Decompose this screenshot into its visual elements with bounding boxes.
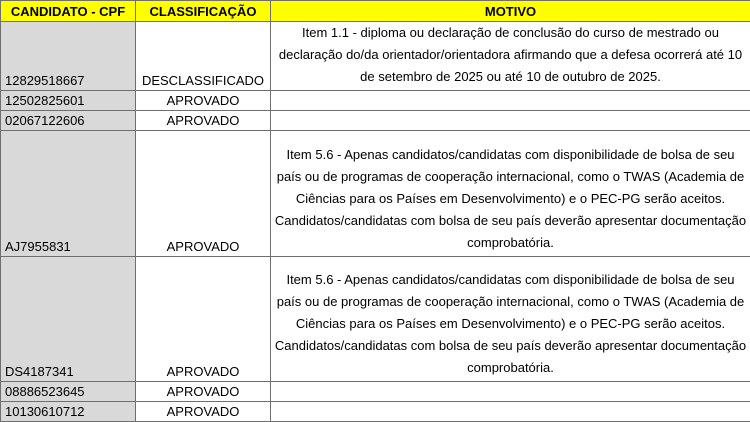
cpf-cell: 12829518667 [1,22,136,91]
classificacao-cell: APROVADO [136,91,271,111]
header-motivo: MOTIVO [271,1,750,22]
table-row [1,401,750,421]
table-row [1,91,750,111]
table-row [1,256,750,381]
header-row [1,1,750,22]
cpf-cell: 12502825601 [1,91,136,111]
table-row [1,111,750,131]
table-row [1,22,750,91]
classificacao-cell: APROVADO [136,401,271,421]
motivo-cell: Item 5.6 - Apenas candidatos/candidatas com disponibilidade de bolsa de seu país ou de programas de cooperação internacional, como o TWAS (Academia de Ciências para os Países em Desenvolvimento) e o PEC-PG serão aceitos. Candidatos/candidatas com bolsa de seu país deverão apresentar documentação comprobatória. [271,256,750,381]
cpf-cell: 10130610712 [1,401,136,421]
classificacao-cell: APROVADO [136,131,271,256]
cpf-cell: 08886523645 [1,381,136,401]
table-row [1,381,750,401]
motivo-cell [271,91,750,111]
motivo-cell: Item 1.1 - diploma ou declaração de conclusão do curso de mestrado ou declaração do/da orientador/orientadora afirmando que a defesa ocorrerá até 10 de setembro de 2025 ou até 10 de outubro de 2025. [271,22,750,91]
cpf-cell: DS4187341 [1,256,136,381]
header-cpf: CANDIDATO - CPF [1,1,136,22]
cpf-cell: 02067122606 [1,111,136,131]
table-row [1,131,750,256]
motivo-cell [271,401,750,421]
classificacao-cell: APROVADO [136,256,271,381]
classificacao-cell: APROVADO [136,381,271,401]
motivo-cell [271,381,750,401]
classificacao-cell: DESCLASSIFICADO [136,22,271,91]
motivo-cell [271,111,750,131]
motivo-cell: Item 5.6 - Apenas candidatos/candidatas com disponibilidade de bolsa de seu país ou de programas de cooperação internacional, como o TWAS (Academia de Ciências para os Países em Desenvolvimento) e o PEC-PG serão aceitos. Candidatos/candidatas com bolsa de seu país deverão apresentar documentação comprobatória. [271,131,750,256]
cpf-cell: AJ7955831 [1,131,136,256]
header-classificacao: CLASSIFICAÇÃO [136,1,271,22]
classificacao-cell: APROVADO [136,111,271,131]
